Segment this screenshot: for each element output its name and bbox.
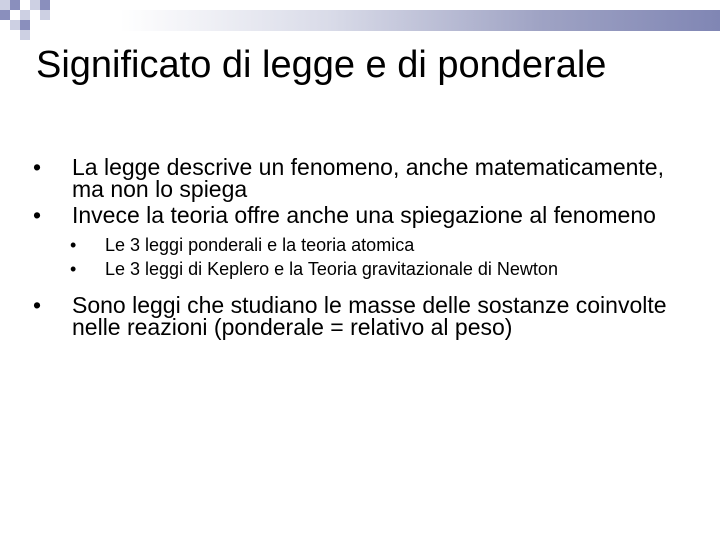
pattern-square bbox=[20, 10, 30, 20]
pattern-square bbox=[10, 20, 20, 30]
pattern-square bbox=[20, 20, 30, 30]
sub-bullet-marker: • bbox=[70, 259, 77, 279]
header-gradient-band bbox=[120, 10, 720, 31]
bullet-item bbox=[0, 294, 682, 338]
pattern-square bbox=[30, 0, 40, 10]
bullet-marker: • bbox=[33, 154, 42, 180]
pattern-square bbox=[10, 0, 20, 10]
sub-bullet-text: Le 3 leggi di Keplero e la Teoria gravitazionale di Newton bbox=[105, 259, 558, 279]
decorative-square-pattern bbox=[0, 0, 130, 45]
bullet-item bbox=[0, 156, 682, 200]
sub-bullet-item bbox=[0, 236, 645, 254]
pattern-square bbox=[0, 0, 10, 10]
pattern-square bbox=[40, 0, 50, 10]
slide-title: Significato di legge e di ponderale bbox=[36, 44, 607, 86]
sub-bullet-text: Le 3 leggi ponderali e la teoria atomica bbox=[105, 235, 415, 255]
bullet-item bbox=[0, 204, 682, 226]
bullet-marker: • bbox=[33, 292, 42, 318]
sub-bullet-item bbox=[0, 260, 645, 278]
bullet-text: Sono leggi che studiano le masse delle sostanze coinvolte nelle reazioni (ponderale = relativo al peso) bbox=[72, 292, 667, 340]
pattern-square bbox=[0, 10, 10, 20]
bullet-text: Invece la teoria offre anche una spiegazione al fenomeno bbox=[72, 202, 656, 228]
bullet-text: La legge descrive un fenomeno, anche matematicamente, ma non lo spiega bbox=[72, 154, 664, 202]
pattern-square bbox=[20, 30, 30, 40]
bullet-marker: • bbox=[33, 202, 42, 228]
bullet-list bbox=[0, 156, 720, 342]
sub-bullet-marker: • bbox=[70, 235, 77, 255]
pattern-square bbox=[40, 10, 50, 20]
